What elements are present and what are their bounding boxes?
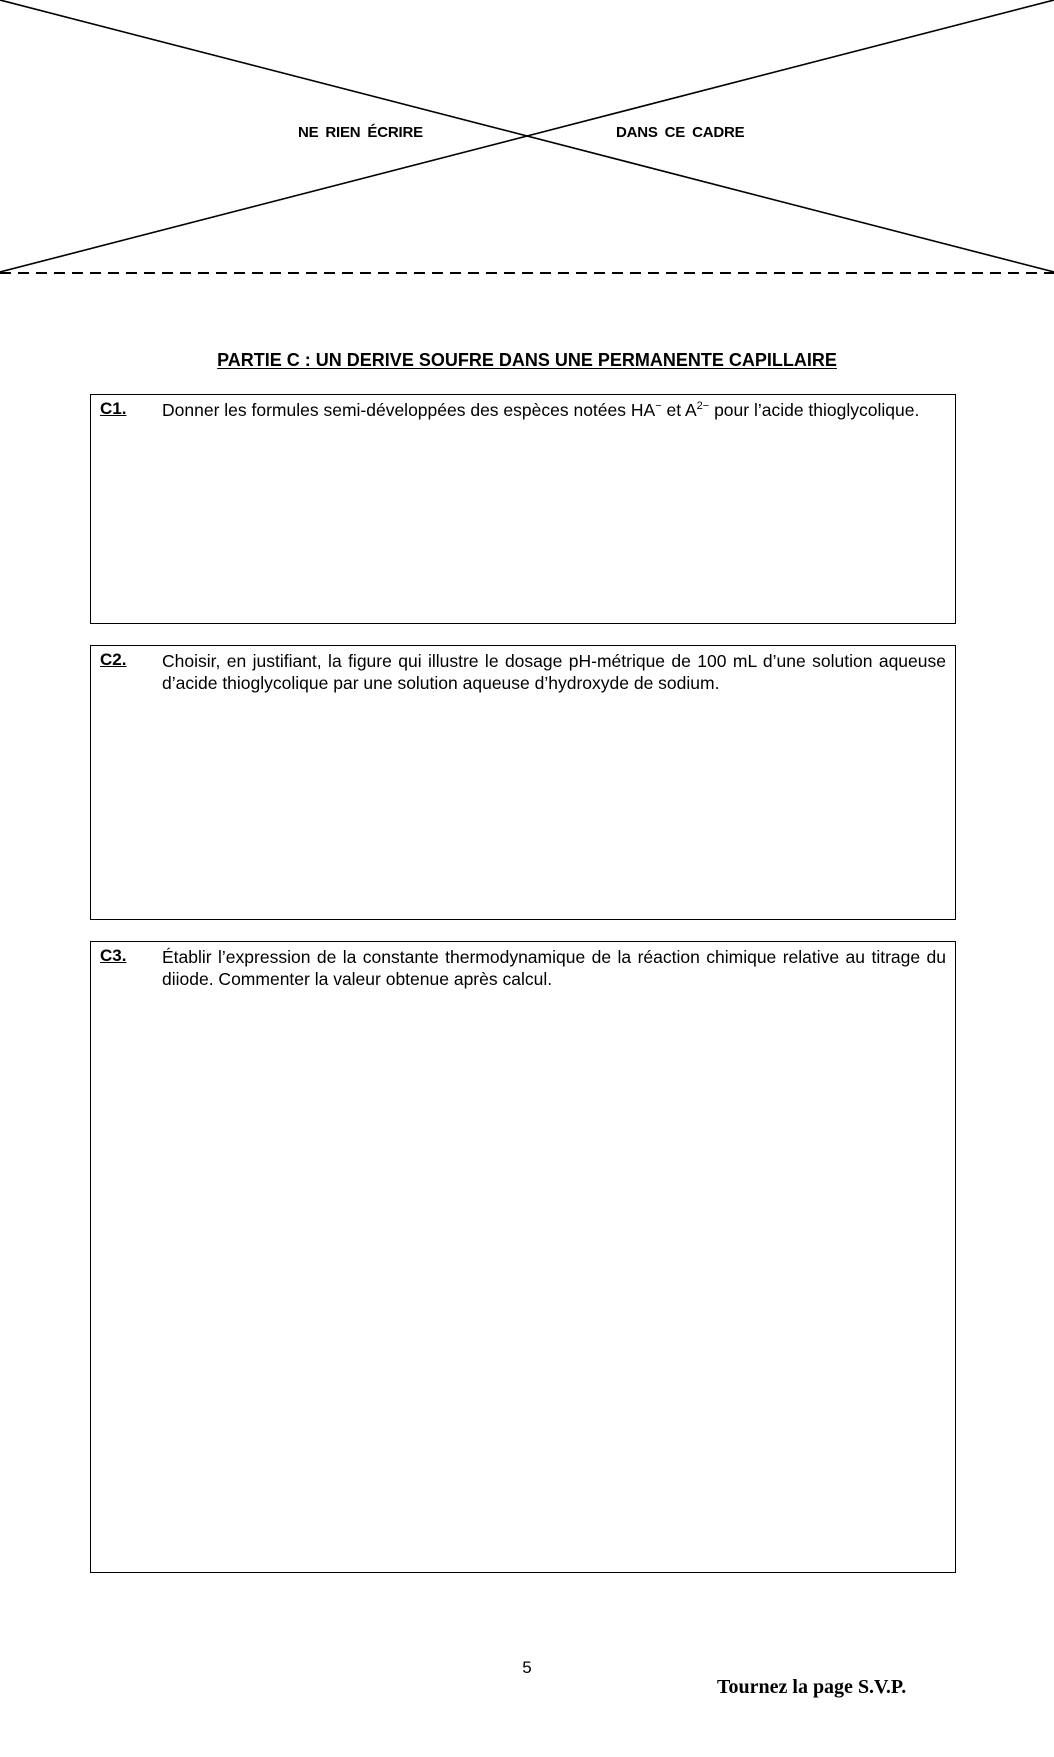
question-text: Établir l’expression de la constante thermodynamique de la réaction chimique relative au titrage du diiode. Commenter la valeur obtenue après calcul. <box>162 947 946 989</box>
question-text: Choisir, en justifiant, la figure qui illustre le dosage pH-métrique de 100 mL d’une solution aqueuse d’acide thioglycolique par une solution aqueuse d’hydroxyde de sodium. <box>162 651 946 693</box>
question-box-c2[interactable] <box>90 645 956 920</box>
no-write-zone <box>0 0 1054 278</box>
no-write-label-right: DANS CE CADRE <box>616 124 745 141</box>
no-write-label-left: NE RIEN ÉCRIRE <box>298 124 423 141</box>
question-label: C1. <box>100 399 127 418</box>
question-box-c3[interactable] <box>90 941 956 1573</box>
question-label: C3. <box>100 946 127 965</box>
page-number: 5 <box>522 1658 532 1677</box>
turn-page-note: Tournez la page S.V.P. <box>717 1676 907 1698</box>
question-text: Donner les formules semi-développées des espèces notées HA− et $A^{2-}$ pour l’acide thioglycolique. <box>162 400 920 420</box>
part-title: PARTIE C : UN DERIVE SOUFRE DANS UNE PERMANENTE CAPILLAIRE <box>217 350 837 370</box>
question-label: C2. <box>100 650 127 669</box>
question-box-c1[interactable] <box>90 394 956 624</box>
